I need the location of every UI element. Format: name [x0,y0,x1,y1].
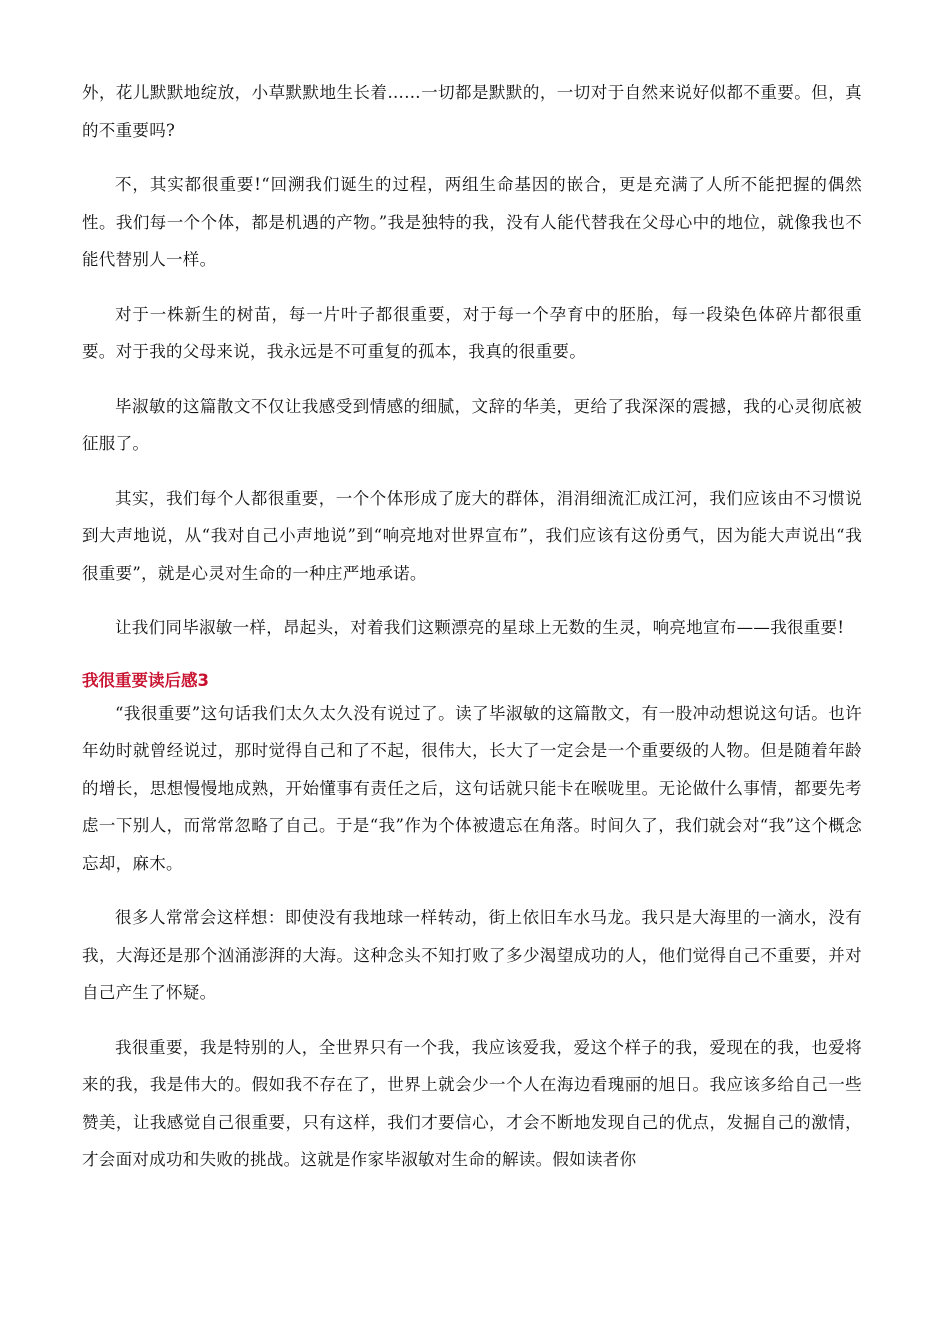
paragraph: “我很重要”这句话我们太久太久没有说过了。读了毕淑敏的这篇散文，有一股冲动想说这句话。也许年幼时就曾经说过，那时觉得自己和了不起，很伟大，长大了一定会是一个重要级的人物。但是随着年龄的增长，思想慢慢地成熟，开始懂事有责任之后，这句话就只能卡在喉咙里。无论做什么事情，都要先考虑一下别人，而常常忽略了自己。于是“我”作为个体被遗忘在角落。时间久了，我们就会对“我”这个概念忘却，麻木。 [82,703,862,873]
section-heading: 我很重要读后感3 [82,670,209,690]
paragraph: 毕淑敏的这篇散文不仅让我感受到情感的细腻，文辞的华美，更给了我深深的震撼，我的心灵彻底被征服了。 [82,396,862,453]
paragraph: 让我们同毕淑敏一样，昂起头，对着我们这颗漂亮的星球上无数的生灵，响亮地宣布——我很重要! [115,618,845,637]
paragraph: 其实，我们每个人都很重要，一个个体形成了庞大的群体，涓涓细流汇成江河，我们应该由不习惯说到大声地说，从“我对自己小声地说”到“响亮地对世界宣布”，我们应该有这份勇气，因为能大声说出“我很重要”，就是心灵对生命的一种庄严地承诺。 [82,488,862,583]
paragraph: 对于一株新生的树苗，每一片叶子都很重要，对于每一个孕育中的胚胎，每一段染色体碎片都很重要。对于我的父母来说，我永远是不可重复的孤本，我真的很重要。 [82,304,862,361]
paragraph-continued: 外，花儿默默地绽放，小草默默地生长着……一切都是默默的，一切对于自然来说好似都不重要。但，真的不重要吗? [82,83,862,140]
paragraph: 很多人常常会这样想：即使没有我地球一样转动，街上依旧车水马龙。我只是大海里的一滴水，没有我，大海还是那个汹涌澎湃的大海。这种念头不知打败了多少渴望成功的人，他们觉得自己不重要，并对自己产生了怀疑。 [82,908,862,1002]
document-page [82,74,862,1179]
paragraph: 我很重要，我是特别的人，全世界只有一个我，我应该爱我，爱这个样子的我，爱现在的我，也爱将来的我，我是伟大的。假如我不存在了，世界上就会少一个人在海边看瑰丽的旭日。我应该多给自己一些赞美，让我感觉自己很重要，只有这样，我们才要信心，才会不断地发现自己的优点，发掘自己的激情，才会面对成功和失败的挑战。这就是作家毕淑敏对生命的解读。假如读者你 [82,1037,862,1169]
paragraph: 不，其实都很重要!“回溯我们诞生的过程，两组生命基因的嵌合，更是充满了人所不能把握的偶然性。我们每一个个体，都是机遇的产物。”我是独特的我，没有人能代替我在父母心中的地位，就像我也不能代替别人一样。 [82,175,862,269]
